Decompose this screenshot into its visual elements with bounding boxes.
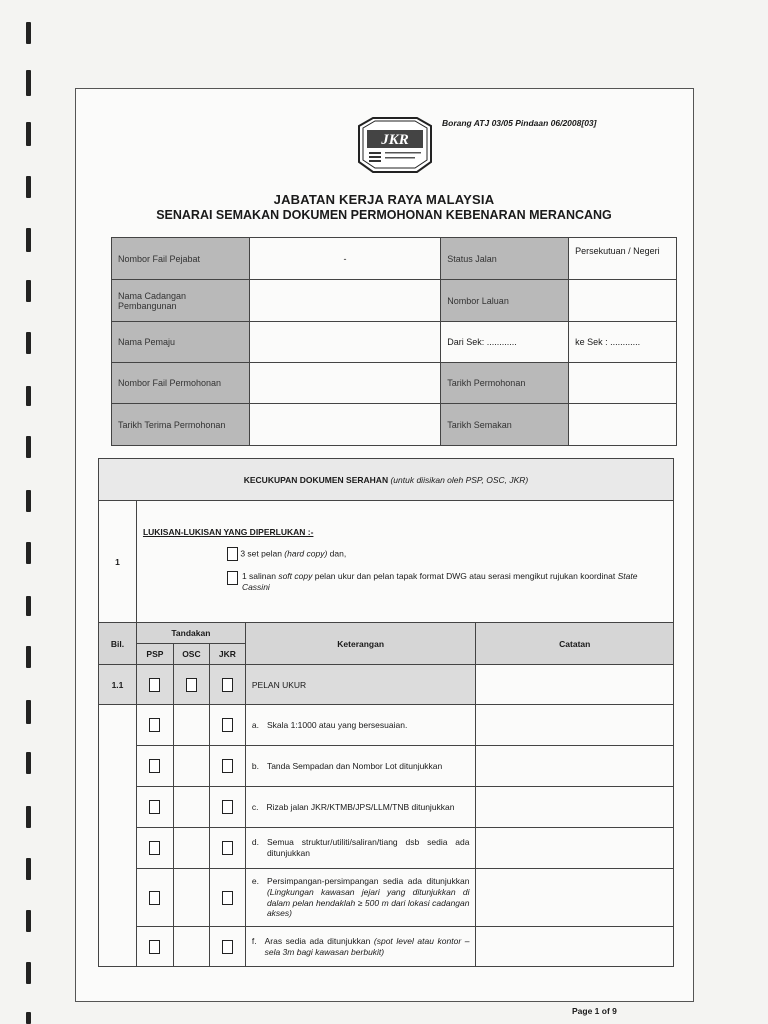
label-tarikh-terima: Tarikh Terima Permohonan bbox=[112, 404, 250, 446]
field-dari-sek[interactable]: Dari Sek: ............ bbox=[441, 322, 569, 363]
cell-jkr bbox=[209, 746, 245, 787]
cell-psp bbox=[136, 787, 173, 828]
cell-psp bbox=[136, 665, 173, 705]
subsection-row bbox=[99, 665, 674, 705]
label-no-fail-pejabat: Nombor Fail Pejabat bbox=[112, 238, 250, 280]
requirement-hard-copy: 3 set pelan (hard copy) dan, bbox=[227, 547, 667, 561]
subsection-title: PELAN UKUR bbox=[245, 665, 476, 705]
checkbox-psp[interactable] bbox=[149, 800, 160, 814]
table-row bbox=[99, 787, 674, 828]
catatan-field[interactable] bbox=[476, 927, 674, 967]
cell-osc bbox=[173, 746, 209, 787]
cell-osc bbox=[173, 705, 209, 746]
label-tarikh-semakan: Tarikh Semakan bbox=[441, 404, 569, 446]
field-tarikh-permohonan[interactable] bbox=[569, 363, 677, 404]
field-tarikh-semakan[interactable] bbox=[569, 404, 677, 446]
catatan-field[interactable] bbox=[476, 787, 674, 828]
label-status-jalan: Status Jalan bbox=[441, 238, 569, 280]
table-row bbox=[99, 869, 674, 927]
jkr-logo bbox=[353, 116, 437, 174]
checkbox-psp[interactable] bbox=[149, 718, 160, 732]
header-osc: OSC bbox=[173, 644, 209, 665]
cell-psp bbox=[136, 746, 173, 787]
cell-jkr bbox=[209, 787, 245, 828]
value-persekutuan-negeri[interactable]: Persekutuan / Negeri bbox=[569, 238, 677, 280]
checklist-table bbox=[98, 458, 674, 967]
subsection-number: 1.1 bbox=[99, 665, 137, 705]
section-number: 1 bbox=[99, 501, 137, 623]
agency-title: JABATAN KERJA RAYA MALAYSIA bbox=[273, 192, 495, 207]
cell-psp bbox=[136, 869, 173, 927]
header-keterangan: Keterangan bbox=[245, 623, 476, 665]
cell-osc bbox=[173, 869, 209, 927]
item-description: d. Semua struktur/utiliti/saliran/tiang dsb sedia ada ditunjukkan bbox=[245, 828, 476, 869]
label-nombor-laluan: Nombor Laluan bbox=[441, 280, 569, 322]
catatan-field[interactable] bbox=[476, 828, 674, 869]
cell-jkr bbox=[209, 869, 245, 927]
checkbox-hard-copy[interactable] bbox=[227, 547, 238, 561]
header-jkr: JKR bbox=[209, 644, 245, 665]
header-tandakan: Tandakan bbox=[136, 623, 245, 644]
checkbox-psp[interactable] bbox=[149, 841, 160, 855]
checkbox-osc[interactable] bbox=[186, 678, 197, 692]
item-description: f. Aras sedia ada ditunjukkan (spot level atau kontor – sela 3m bagi kawasan berbukit) bbox=[245, 927, 476, 967]
field-nombor-laluan[interactable] bbox=[569, 280, 677, 322]
cell-osc bbox=[173, 927, 209, 967]
field-no-fail-pejabat[interactable]: - bbox=[249, 238, 440, 280]
table-row bbox=[99, 828, 674, 869]
checkbox-jkr[interactable] bbox=[222, 891, 233, 905]
info-table bbox=[111, 237, 677, 446]
binder-marks bbox=[22, 0, 36, 1024]
header-bil: Bil. bbox=[99, 623, 137, 665]
section-heading: KECUKUPAN DOKUMEN SERAHAN (untuk diisikan oleh PSP, OSC, JKR) bbox=[99, 459, 674, 501]
header-catatan: Catatan bbox=[476, 623, 674, 665]
bil-blank bbox=[99, 705, 137, 967]
catatan-field[interactable] bbox=[476, 705, 674, 746]
document-title: SENARAI SEMAKAN DOKUMEN PERMOHONAN KEBENARAN MERANCANG bbox=[156, 208, 612, 222]
item-description: a. Skala 1:1000 atau yang bersesuaian. bbox=[245, 705, 476, 746]
checkbox-jkr[interactable] bbox=[222, 841, 233, 855]
label-nama-pemaju: Nama Pemaju bbox=[112, 322, 250, 363]
cell-psp bbox=[136, 927, 173, 967]
table-row bbox=[99, 927, 674, 967]
label-nama-cadangan: Nama Cadangan Pembangunan bbox=[112, 280, 250, 322]
checkbox-psp[interactable] bbox=[149, 678, 160, 692]
checkbox-psp[interactable] bbox=[149, 759, 160, 773]
cell-osc bbox=[173, 665, 209, 705]
checkbox-jkr[interactable] bbox=[222, 940, 233, 954]
cell-psp bbox=[136, 828, 173, 869]
cell-jkr bbox=[209, 828, 245, 869]
item-description: c. Rizab jalan JKR/KTMB/JPS/LLM/TNB ditunjukkan bbox=[245, 787, 476, 828]
cell-jkr bbox=[209, 665, 245, 705]
item-description: e. Persimpangan-persimpangan sedia ada ditunjukkan (Lingkungan kawasan jejari yang ditunjukkan di dalam pelan hendaklah ≥ 500 m dari lokasi cadangan akses) bbox=[245, 869, 476, 927]
checkbox-psp[interactable] bbox=[149, 940, 160, 954]
checkbox-jkr[interactable] bbox=[222, 718, 233, 732]
table-row bbox=[99, 705, 674, 746]
catatan-field[interactable] bbox=[476, 869, 674, 927]
checkbox-jkr[interactable] bbox=[222, 800, 233, 814]
page-number: Page 1 of 9 bbox=[572, 1006, 617, 1016]
checkbox-jkr[interactable] bbox=[222, 678, 233, 692]
checkbox-soft-copy[interactable] bbox=[227, 571, 238, 585]
label-no-fail-permohonan: Nombor Fail Permohonan bbox=[112, 363, 250, 404]
cell-psp bbox=[136, 705, 173, 746]
cell-jkr bbox=[209, 705, 245, 746]
field-tarikh-terima[interactable] bbox=[249, 404, 440, 446]
required-drawings bbox=[136, 501, 673, 623]
item-description: b. Tanda Sempadan dan Nombor Lot ditunjukkan bbox=[245, 746, 476, 787]
field-nama-cadangan[interactable] bbox=[249, 280, 440, 322]
field-no-fail-permohonan[interactable] bbox=[249, 363, 440, 404]
required-drawings-title: LUKISAN-LUKISAN YANG DIPERLUKAN :- bbox=[142, 527, 314, 537]
checkbox-psp[interactable] bbox=[149, 891, 160, 905]
requirement-soft-copy: 1 salinan soft copy pelan ukur dan pelan tapak format DWG atau serasi mengikut rujukan koordinat State Cassini bbox=[227, 571, 667, 593]
cell-osc bbox=[173, 787, 209, 828]
field-nama-pemaju[interactable] bbox=[249, 322, 440, 363]
label-tarikh-permohonan: Tarikh Permohonan bbox=[441, 363, 569, 404]
checkbox-jkr[interactable] bbox=[222, 759, 233, 773]
svg-text:JKR: JKR bbox=[381, 132, 409, 148]
cell-jkr bbox=[209, 927, 245, 967]
catatan-field[interactable] bbox=[476, 746, 674, 787]
table-row bbox=[99, 746, 674, 787]
header-psp: PSP bbox=[136, 644, 173, 665]
cell-osc bbox=[173, 828, 209, 869]
field-ke-sek[interactable]: ke Sek : ............ bbox=[569, 322, 677, 363]
catatan-field[interactable] bbox=[476, 665, 674, 705]
form-code: Borang ATJ 03/05 Pindaan 06/2008[03] bbox=[442, 118, 597, 128]
